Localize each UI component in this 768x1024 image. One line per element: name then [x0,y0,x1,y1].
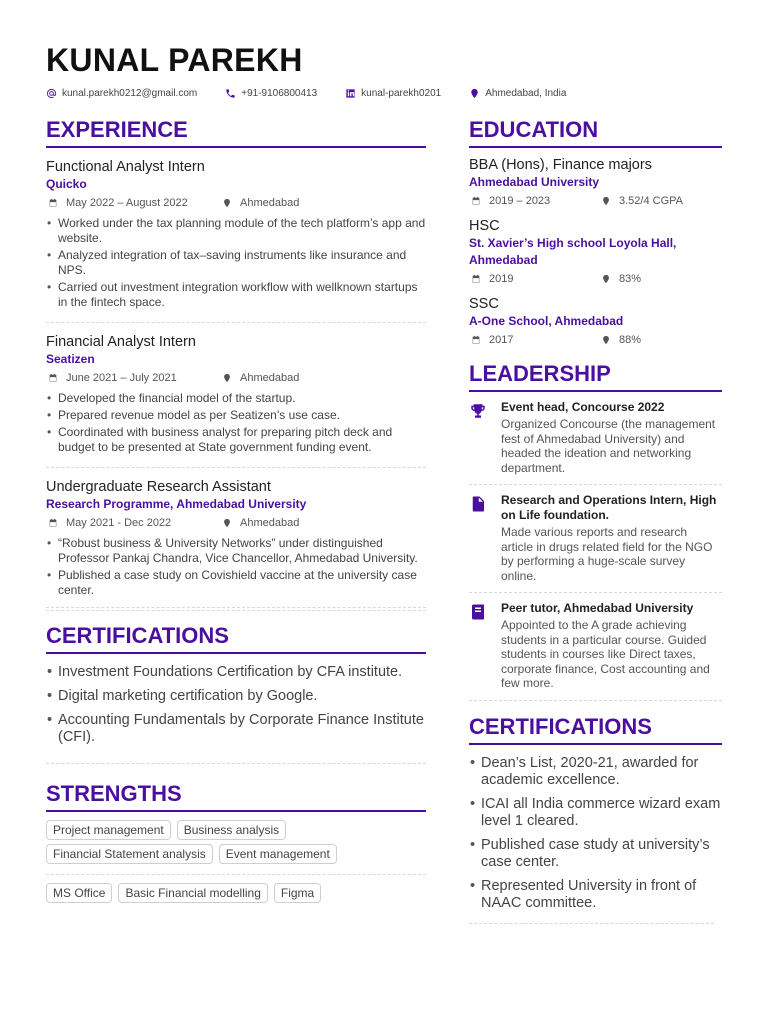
certifications-list [46,664,426,746]
job-bullet: • Coordinated with business analyst for preparing pitch deck and budget to be presented at State government funding event. [46,425,426,455]
calendar-icon [48,518,58,528]
leadership-entry [469,485,722,593]
edu-score: 88% [619,334,642,346]
location-pin-icon [222,198,232,208]
strengths-title: STRENGTHS [46,780,426,812]
leadership-role: Event head, Concourse 2022 [501,400,665,414]
edu-degree: HSC [469,218,500,234]
trophy-icon [469,402,487,420]
job-bullet: • Carried out investment integration workflow with wellknown startups in the fintech space. [46,280,426,310]
certification-item: • Represented University in front of NAAC committee. [469,878,722,912]
edu-degree: BBA (Hons), Finance majors [469,157,652,173]
contact-location [469,88,566,99]
certification-item: • Digital marketing certification by Google. [46,688,426,705]
job-location: Ahmedabad [240,517,300,529]
certification-item: • Accounting Fundamentals by Corporate Finance Institute (CFI). [46,712,426,746]
edu-degree: SSC [469,296,499,312]
contact-bar [46,88,594,99]
edu-dates: 2019 [489,273,514,285]
email-text: kunal.parekh0212@gmail.com [62,88,198,99]
edu-dates: 2017 [489,334,514,346]
contact-phone[interactable] [225,88,317,99]
linkedin-text: kunal-parekh0201 [361,88,442,99]
location-pin-icon [601,196,611,206]
strength-tag: Figma [274,883,321,903]
education-entry [469,148,722,209]
leadership-desc: Organized Concourse (the management fest of Ahmedabad University) and headed the ideation and networking department. [501,417,716,475]
leadership-desc: Made various reports and research article in drugs related field for the NGO by performing a huge-scale survey online. [501,525,713,583]
job-org: Quicko [46,177,87,191]
edu-dates: 2019 – 2023 [489,195,551,207]
left-column [46,116,426,913]
edu-school: A-One School, Ahmedabad [469,314,624,328]
calendar-icon [48,198,58,208]
job-location: Ahmedabad [240,372,300,384]
leadership-entry [469,593,722,701]
strength-tag: Basic Financial modelling [118,883,267,903]
resume-name: KUNAL PAREKH [46,42,303,78]
location-pin-icon [601,335,611,345]
edu-school: Ahmedabad University [469,175,600,189]
location-pin-icon [469,88,480,99]
location-pin-icon [222,373,232,383]
job-role: Financial Analyst Intern [46,334,196,350]
certification-item: • Published case study at university’s case center. [469,837,722,871]
job-bullet: • Worked under the tax planning module of the tech platform’s app and website. [46,216,426,246]
edu-score: 3.52/4 CGPA [619,195,683,207]
calendar-icon [48,373,58,383]
leadership-entry [469,392,722,485]
linkedin-icon [345,88,356,99]
job-bullet: • Prepared revenue model as per Seatizen’s use case. [46,408,426,423]
experience-entry [46,468,426,611]
strength-tag: Project management [46,820,171,840]
job-bullet: • Analyzed integration of tax–saving instruments like insurance and NPS. [46,248,426,278]
certifications-title: CERTIFICATIONS [469,713,722,745]
experience-title: EXPERIENCE [46,116,426,148]
job-dates: June 2021 – July 2021 [66,372,177,384]
book-icon [469,603,487,621]
job-org: Research Programme, Ahmedabad University [46,497,307,511]
edu-score: 83% [619,273,642,285]
experience-entry [46,323,426,468]
job-bullet: • Published a case study on Covishield vaccine at the university case center. [46,568,426,598]
right-column [469,116,722,924]
location-pin-icon [601,274,611,284]
document-icon [469,495,487,513]
leadership-role: Research and Operations Intern, High on Life foundation. [501,493,717,522]
certification-item: • ICAI all India commerce wizard exam level 1 cleared. [469,796,722,830]
calendar-icon [471,274,481,284]
job-bullet: • Developed the financial model of the startup. [46,391,426,406]
leadership-desc: Appointed to the A grade achieving students in a particular course. Guided students in courses like Direct taxes, corporate finance, Cost accounting and few more. [501,618,710,690]
leadership-title: LEADERSHIP [469,360,722,392]
education-entry [469,287,722,348]
calendar-icon [471,196,481,206]
location-text: Ahmedabad, India [485,88,567,99]
job-dates: May 2022 – August 2022 [66,197,188,209]
job-role: Undergraduate Research Assistant [46,479,271,495]
contact-email[interactable] [46,88,197,99]
contact-linkedin[interactable] [345,88,441,99]
location-pin-icon [222,518,232,528]
job-location: Ahmedabad [240,197,300,209]
certification-item: • Investment Foundations Certification by CFA institute. [46,664,426,681]
certifications-list [469,755,722,912]
phone-icon [225,88,236,99]
job-bullet: • “Robust business & University Networks” under distinguished Professor Pankaj Chandra, Vice Chancellor, Ahmedabad University. [46,536,426,566]
job-org: Seatizen [46,352,95,366]
strength-tag: Event management [219,844,337,864]
strength-tag: Business analysis [177,820,286,840]
edu-school: St. Xavier’s High school Loyola Hall, Ahmedabad [469,236,677,267]
strength-tag: MS Office [46,883,112,903]
strength-tag: Financial Statement analysis [46,844,213,864]
leadership-role: Peer tutor, Ahmedabad University [501,601,694,615]
job-role: Functional Analyst Intern [46,159,205,175]
certifications-title: CERTIFICATIONS [46,622,426,654]
certification-item: • Dean’s List, 2020-21, awarded for academic excellence. [469,755,722,789]
job-dates: May 2021 - Dec 2022 [66,517,172,529]
at-icon [46,88,57,99]
education-entry [469,209,722,287]
phone-text: +91-9106800413 [241,88,318,99]
experience-entry [46,148,426,323]
calendar-icon [471,335,481,345]
education-title: EDUCATION [469,116,722,148]
